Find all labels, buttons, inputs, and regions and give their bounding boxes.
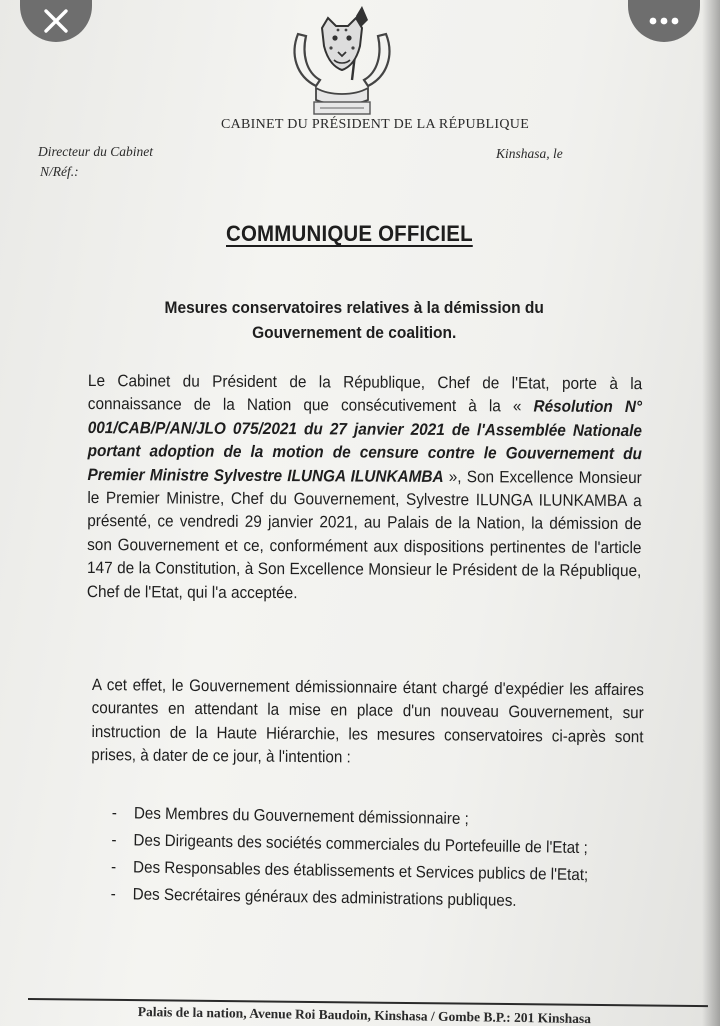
- paragraph-2: A cet effet, le Gouvernement démissionnaire étant chargé d'expédier les affaires courantes en attendant la mise en place d'un nouveau Gouvernement, sur instruction de la Haute Hiérarchie, les mesures conservatoires ci-après sont prises, à dater de ce jour, à l'intention :: [91, 675, 644, 767]
- place-date-label: Kinshasa, le: [496, 146, 563, 161]
- list-item: - Des Responsables des établissements et Services publics de l'Etat;: [111, 854, 627, 890]
- list-marker: -: [110, 884, 116, 904]
- list-item: - Des Secrétaires généraux des administrations publiques.: [110, 881, 626, 917]
- coat-of-arms-emblem-icon: [290, 6, 394, 118]
- footer-address: Palais de la nation, Avenue Roi Baudoin, Kinshasa / Gombe B.P.: 201 Kinshasa: [137, 1004, 592, 1026]
- paragraph-1: [87, 370, 642, 607]
- page-title: COMMUNIQUE OFFICIEL: [226, 221, 473, 246]
- measures-list: [110, 800, 627, 917]
- list-item: - Des Membres du Gouvernement démissionnaire ;: [112, 800, 628, 836]
- reference-label: N/Réf.:: [40, 164, 79, 179]
- resolution-reference: Résolution N° 001/CAB/P/AN/JLO 075/2021 du 27 janvier 2021 de l'Assemblée Nationale portant adoption de la motion de censure contre le Gouvernement du Premier Ministre Sylvestre ILUNGA ILUNKAMBA: [87, 397, 643, 486]
- more-dots-icon: [648, 16, 680, 26]
- subtitle-line-1: Mesures conservatoires relatives à la démission du: [164, 299, 544, 317]
- director-label: Directeur du Cabinet: [38, 144, 153, 159]
- subtitle: [138, 296, 570, 346]
- paragraph-1-rest: », Son Excellence Monsieur le Premier Ministre, Chef du Gouvernement, Sylvestre ILUNGA ILUNKAMBA a présenté, ce vendredi 29 janvier 2021, au Palais de la Nation, la démission de son Gouvernement et ce, conformément aux dispositions pertinentes de l'article 147 de la Constitution, à Son Excellence Monsieur le Président de la République, Chef de l'Etat, qui l'a acceptée.: [86, 467, 642, 602]
- list-marker: -: [110, 857, 117, 877]
- paragraph-1-lead: Le Cabinet du Président de la République, Chef de l'Etat, porte à la connaissance de la Nation que consécutivement à la «: [87, 371, 643, 416]
- photo-shadow-edge: [702, 0, 720, 1026]
- list-marker: -: [111, 803, 118, 823]
- close-icon: [41, 6, 71, 36]
- subtitle-line-2: Gouvernement de coalition.: [252, 324, 457, 342]
- cabinet-header: CABINET DU PRÉSIDENT DE LA RÉPUBLIQUE: [220, 117, 530, 132]
- list-item: - Des Dirigeants des sociétés commerciales du Portefeuille de l'Etat ;: [111, 827, 627, 863]
- footer-divider: [28, 998, 708, 1007]
- list-marker: -: [111, 830, 117, 850]
